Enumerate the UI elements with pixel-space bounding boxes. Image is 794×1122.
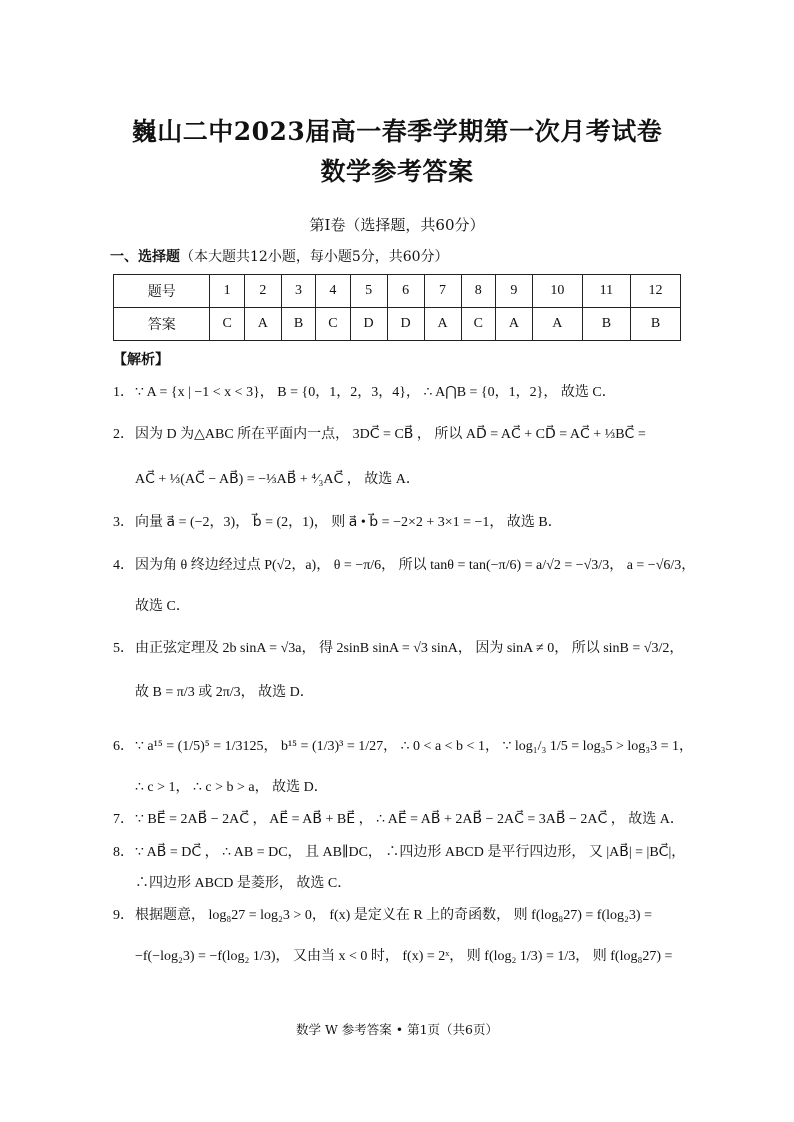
- solution-number: 1．: [113, 385, 134, 400]
- solution-line: [113, 808, 684, 828]
- solution-text: −f(−log₂3) = −f(log₂ 1/3)， 又由当 x < 0 时， f(x) = 2ˣ， 则 f(log₂ 1/3) = 1/3， 则 f(log₈27) =: [135, 949, 673, 964]
- solution-number: 9．: [113, 908, 134, 923]
- table-cell: 6: [387, 275, 424, 308]
- solution-text: ∵ A = {x | −1 < x < 3}， B = {0，1，2，3，4}， ∴ A⋂B = {0，1，2}， 故选 C．: [135, 385, 616, 400]
- table-cell: A: [532, 308, 582, 341]
- row-header-answer: 答案: [114, 308, 210, 341]
- section-note: （本大题共12小题，每小题5分，共60分）: [180, 249, 449, 265]
- table-cell: 4: [316, 275, 350, 308]
- table-row-answers: [114, 308, 681, 341]
- solution-line: [113, 468, 420, 488]
- table-cell: C: [316, 308, 350, 341]
- table-cell: 5: [350, 275, 387, 308]
- solution-text: ∵ BE⃗ = 2AB⃗ − 2AC⃗ ， AE⃗ = AB⃗ + BE⃗ ， ∴ AE⃗ = AB⃗ + 2AB⃗ − 2AC⃗ = 3AB⃗ − 2AC⃗ ， 故选 A．: [135, 812, 684, 827]
- solution-number: 8．: [113, 845, 134, 860]
- table-cell: 2: [244, 275, 281, 308]
- section-label: 一、选择题: [110, 249, 180, 265]
- solution-text: 故 B = π/3 或 2π/3， 故选 D．: [135, 685, 314, 700]
- section-heading: [110, 246, 449, 266]
- solution-text: ∵ AB⃗ = DC⃗ ， ∴ AB = DC， 且 AB∥DC， ∴四边形 ABCD 是平行四边形， 又 |AB⃗| = |BC⃗|，: [135, 845, 686, 860]
- table-row-numbers: [114, 275, 681, 308]
- solution-number: 6．: [113, 739, 134, 754]
- table-cell: 8: [461, 275, 495, 308]
- table-cell: C: [461, 308, 495, 341]
- table-cell: B: [630, 308, 680, 341]
- solution-line: [113, 637, 683, 657]
- table-cell: 9: [495, 275, 532, 308]
- table-cell: D: [387, 308, 424, 341]
- solution-line: [113, 904, 652, 924]
- part-heading: 第Ⅰ卷（选择题，共60分）: [309, 216, 485, 234]
- solution-line: [113, 945, 672, 965]
- table-cell: D: [350, 308, 387, 341]
- solution-number: 3．: [113, 515, 134, 530]
- table-cell: 12: [630, 275, 680, 308]
- table-cell: 7: [424, 275, 461, 308]
- solution-line: [113, 381, 616, 401]
- solution-number: 4．: [113, 558, 134, 573]
- solution-text: 根据题意， log₈27 = log₂3 > 0， f(x) 是定义在 R 上的奇函数， 则 f(log₈27) = f(log₂3) =: [135, 908, 652, 923]
- solution-number: 7．: [113, 812, 134, 827]
- table-cell: B: [281, 308, 315, 341]
- table-cell: C: [210, 308, 244, 341]
- solution-text: ∵ a¹⁵ = (1/5)⁵ = 1/3125， b¹⁵ = (1/3)³ = 1/27， ∴ 0 < a < b < 1， ∵ log₁/₃ 1/5 = log₃5 > log₃3 = 1，: [135, 739, 694, 754]
- solution-number: 5．: [113, 641, 134, 656]
- table-cell: 11: [582, 275, 630, 308]
- solution-text: AC⃗ + ⅓(AC⃗ − AB⃗) = −⅓AB⃗ + ⁴⁄₃AC⃗ ， 故选 A．: [135, 472, 420, 487]
- table-cell: 1: [210, 275, 244, 308]
- table-cell: A: [424, 308, 461, 341]
- analysis-label: 【解析】: [113, 352, 169, 368]
- solution-line: [113, 511, 562, 531]
- row-header-number: 题号: [114, 275, 210, 308]
- solution-text: 故选 C．: [135, 599, 190, 614]
- solution-text: 由正弦定理及 2b sinA = √3a， 得 2sinB sinA = √3 sinA， 因为 sinA ≠ 0， 所以 sinB = √3/2，: [135, 641, 684, 656]
- solution-line: [113, 735, 693, 755]
- solution-text: 向量 a⃗ = (−2，3)， b⃗ = (2，1)， 则 a⃗ • b⃗ = −2×2 + 3×1 = −1， 故选 B．: [135, 515, 562, 530]
- solution-line: [113, 841, 685, 861]
- solution-text: 因为角 θ 终边经过点 P(√2，a)， θ = −π/6， 所以 tanθ = tan(−π/6) = a/√2 = −√3/3， a = −√6/3，: [135, 558, 696, 573]
- solution-line: [113, 681, 314, 701]
- solution-text: ∴四边形 ABCD 是菱形， 故选 C．: [135, 876, 352, 891]
- table-cell: B: [582, 308, 630, 341]
- solution-number: 2．: [113, 427, 134, 442]
- solution-line: [113, 776, 328, 796]
- document-title-line2: 数学参考答案: [320, 157, 474, 186]
- solution-text: ∴ c > 1， ∴ c > b > a， 故选 D．: [135, 780, 328, 795]
- table-cell: 10: [532, 275, 582, 308]
- table-cell: A: [495, 308, 532, 341]
- table-cell: 3: [281, 275, 315, 308]
- solution-line: [113, 554, 695, 574]
- solution-text: 因为 D 为△ABC 所在平面内一点， 3DC⃗ = CB⃗ ， 所以 AD⃗ = AC⃗ + CD⃗ = AC⃗ + ⅓BC⃗ =: [135, 427, 646, 442]
- page-footer: 数学 W 参考答案 • 第1页（共6页）: [295, 1022, 499, 1037]
- solution-line: [113, 872, 351, 892]
- solution-line: [113, 595, 190, 615]
- document-title-line1: 巍山二中2023届高一春季学期第一次月考试卷: [131, 117, 663, 146]
- answer-table: [113, 274, 681, 341]
- table-cell: A: [244, 308, 281, 341]
- solution-line: [113, 423, 646, 443]
